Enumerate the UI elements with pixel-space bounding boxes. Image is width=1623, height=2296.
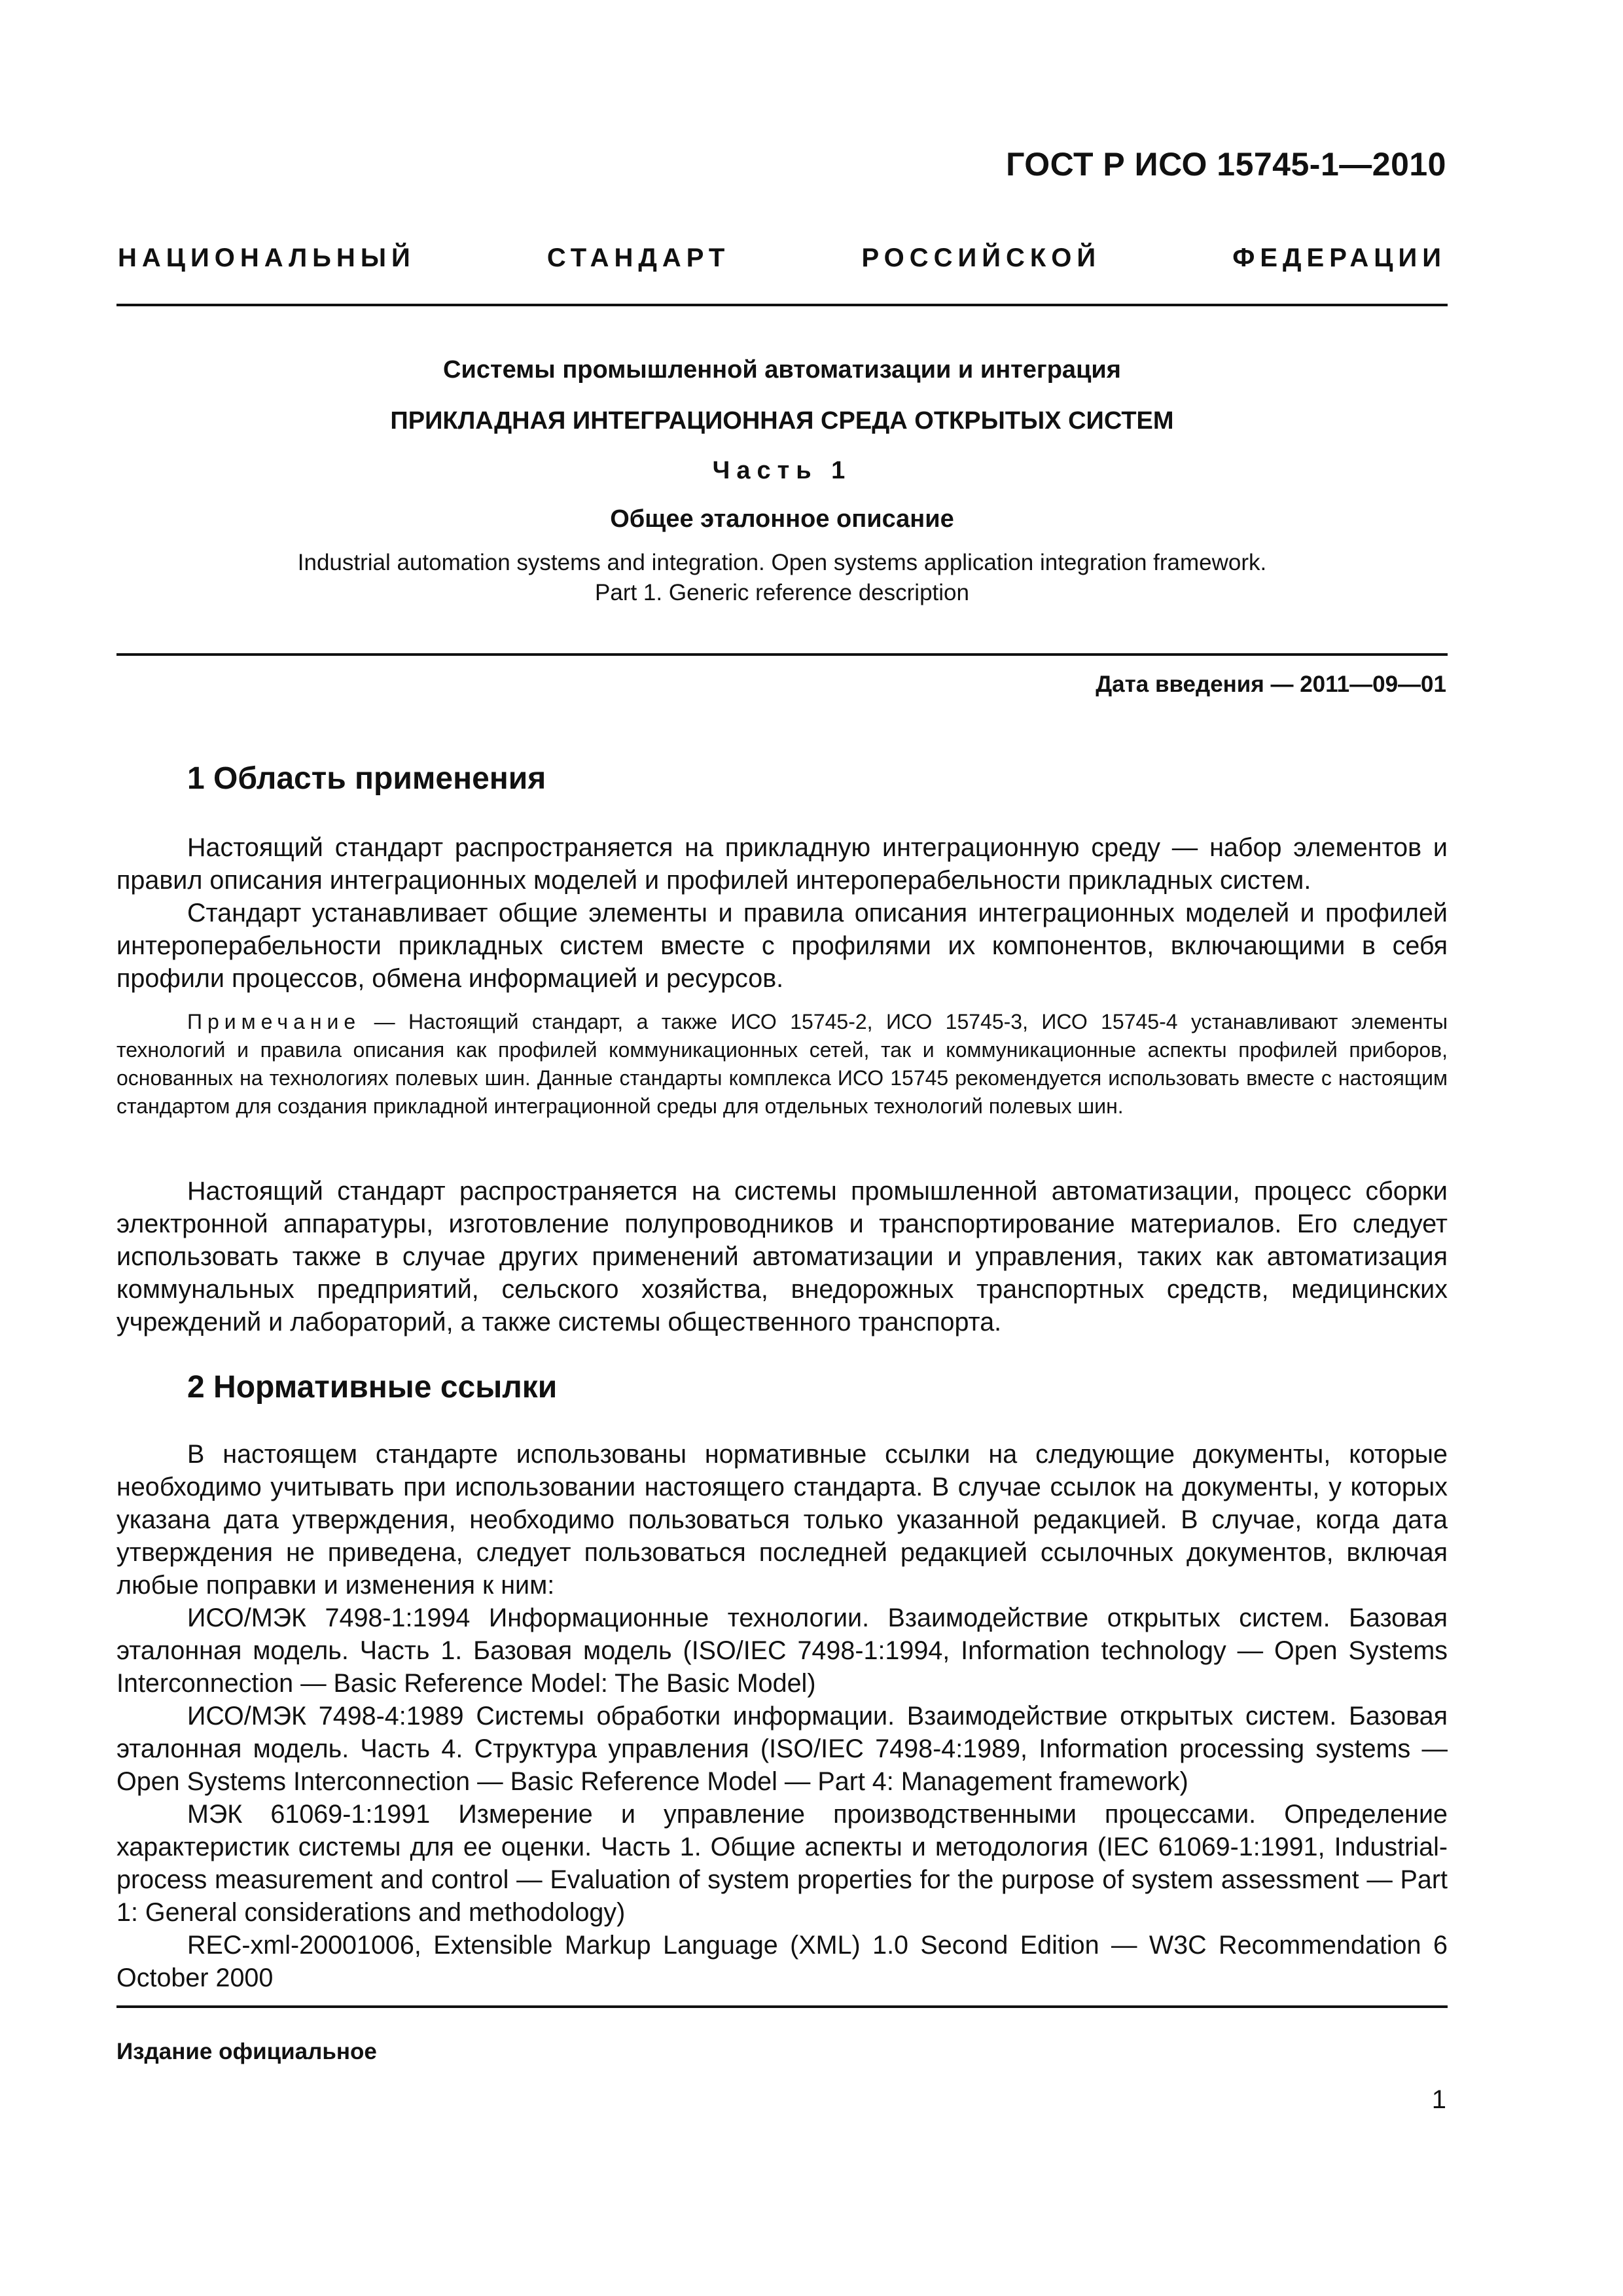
- reference-item-4: REC-xml-20001006, Extensible Markup Language (XML) 1.0 Second Edition — W3C Recommendation 6 October 2000: [116, 1931, 1448, 1992]
- title-en-line-1: Industrial automation systems and integration. Open systems application integration framework.: [297, 550, 1267, 575]
- section-1-paragraph-3: Настоящий стандарт распространяется на системы промышленной автоматизации, процесс сборки электронной аппаратуры, изготовление полупроводников и транспортирование материалов. Его следует использовать также в случае других применений автоматизации и управления, таких как автоматизация коммунальных предприятий, сельского хозяйства, внедорожных транспортных средств, медицинских учреждений и лабораторий, а также системы общественного транспорта.: [116, 1177, 1448, 1336]
- reference-item-2: ИСО/МЭК 7498-4:1989 Системы обработки информации. Взаимодействие открытых систем. Базовая эталонная модель. Часть 4. Структура управления (ISO/IEC 7498-4:1989, Information processing systems — Open Systems Interconnection — Basic Reference Model — Part 4: Management framework): [116, 1702, 1448, 1796]
- title-part: Часть 1: [712, 457, 852, 484]
- page-number: 1: [1431, 2085, 1446, 2114]
- reference-item-1: ИСО/МЭК 7498-1:1994 Информационные технологии. Взаимодействие открытых систем. Базовая эталонная модель. Часть 1. Базовая модель (ISO/IEC 7498-1:1994, Information technology — Open Systems Interconnection — Basic Reference Model: The Basic Model): [116, 1604, 1448, 1698]
- title-ru-line-2: ПРИКЛАДНАЯ ИНТЕГРАЦИОННАЯ СРЕДА ОТКРЫТЫХ СИСТЕМ: [390, 407, 1174, 435]
- national-standard-title: [118, 243, 1446, 273]
- national-title-word-3: РОССИЙСКОЙ: [861, 243, 1101, 272]
- edition-label: Издание официальное: [116, 2039, 377, 2064]
- section-1-body: [116, 831, 1448, 995]
- date-of-introduction: Дата введения — 2011—09—01: [1096, 672, 1446, 697]
- footer-divider: [116, 2005, 1448, 2008]
- national-title-word-2: СТАНДАРТ: [546, 243, 730, 272]
- national-title-word-4: ФЕДЕРАЦИИ: [1232, 243, 1446, 272]
- note-label: Примечание: [187, 1010, 361, 1033]
- title-en-line-2: Part 1. Generic reference description: [595, 580, 969, 605]
- note-text: — Настоящий стандарт, а также ИСО 15745-2, ИСО 15745-3, ИСО 15745-4 устанавливают элементы технологий и правила описания как профилей коммуникационных сетей, так и коммуникационные аспекты профилей приборов, основанных на технологиях полевых шин. Данные стандарты комплекса ИСО 15745 рекомендуется использовать вместе с настоящим стандартом для создания прикладной интеграционной среды для отдельных технологий полевых шин.: [116, 1010, 1448, 1118]
- standard-number: ГОСТ Р ИСО 15745-1—2010: [1006, 146, 1446, 183]
- section-2-paragraph-1: В настоящем стандарте использованы нормативные ссылки на следующие документы, которые необходимо учитывать при использовании настоящего стандарта. В случае ссылок на документы, у которых указана дата утверждения, необходимо пользоваться только указанной редакцией. В случае, когда дата утверждения не приведена, следует пользоваться последней редакцией ссылочных документов, включая любые поправки и изменения к ним:: [116, 1440, 1448, 1600]
- section-2-body: [116, 1438, 1448, 1994]
- section-1-paragraph-2: Стандарт устанавливает общие элементы и правила описания интеграционных моделей и профилей интероперабельности прикладных систем вместе с профилями их компонентов, включающими в себя профили процессов, обмена информацией и ресурсов.: [116, 899, 1448, 993]
- section-1-note: [116, 1008, 1448, 1121]
- section-1-body-continued: [116, 1175, 1448, 1338]
- title-ru-line-3: Общее эталонное описание: [610, 505, 954, 533]
- top-divider: [116, 304, 1448, 306]
- title-divider: [116, 653, 1448, 656]
- reference-item-3: МЭК 61069-1:1991 Измерение и управление производственными процессами. Определение характеристик системы для ее оценки. Часть 1. Общие аспекты и методология (IEC 61069-1:1991, Industrial-process measurement and control — Evaluation of system properties for the purpose of system assessment — Part 1: General considerations and methodology): [116, 1800, 1448, 1927]
- note-paragraph: [116, 1008, 1448, 1121]
- section-2-heading: 2 Нормативные ссылки: [187, 1370, 558, 1405]
- section-1-paragraph-1: Настоящий стандарт распространяется на прикладную интеграционную среду — набор элементов и правил описания интеграционных моделей и профилей интероперабельности прикладных систем.: [116, 833, 1448, 895]
- title-ru-line-1: Системы промышленной автоматизации и интеграция: [443, 356, 1121, 384]
- section-1-heading: 1 Область применения: [187, 761, 546, 796]
- national-title-word-1: НАЦИОНАЛЬНЫЙ: [118, 243, 416, 272]
